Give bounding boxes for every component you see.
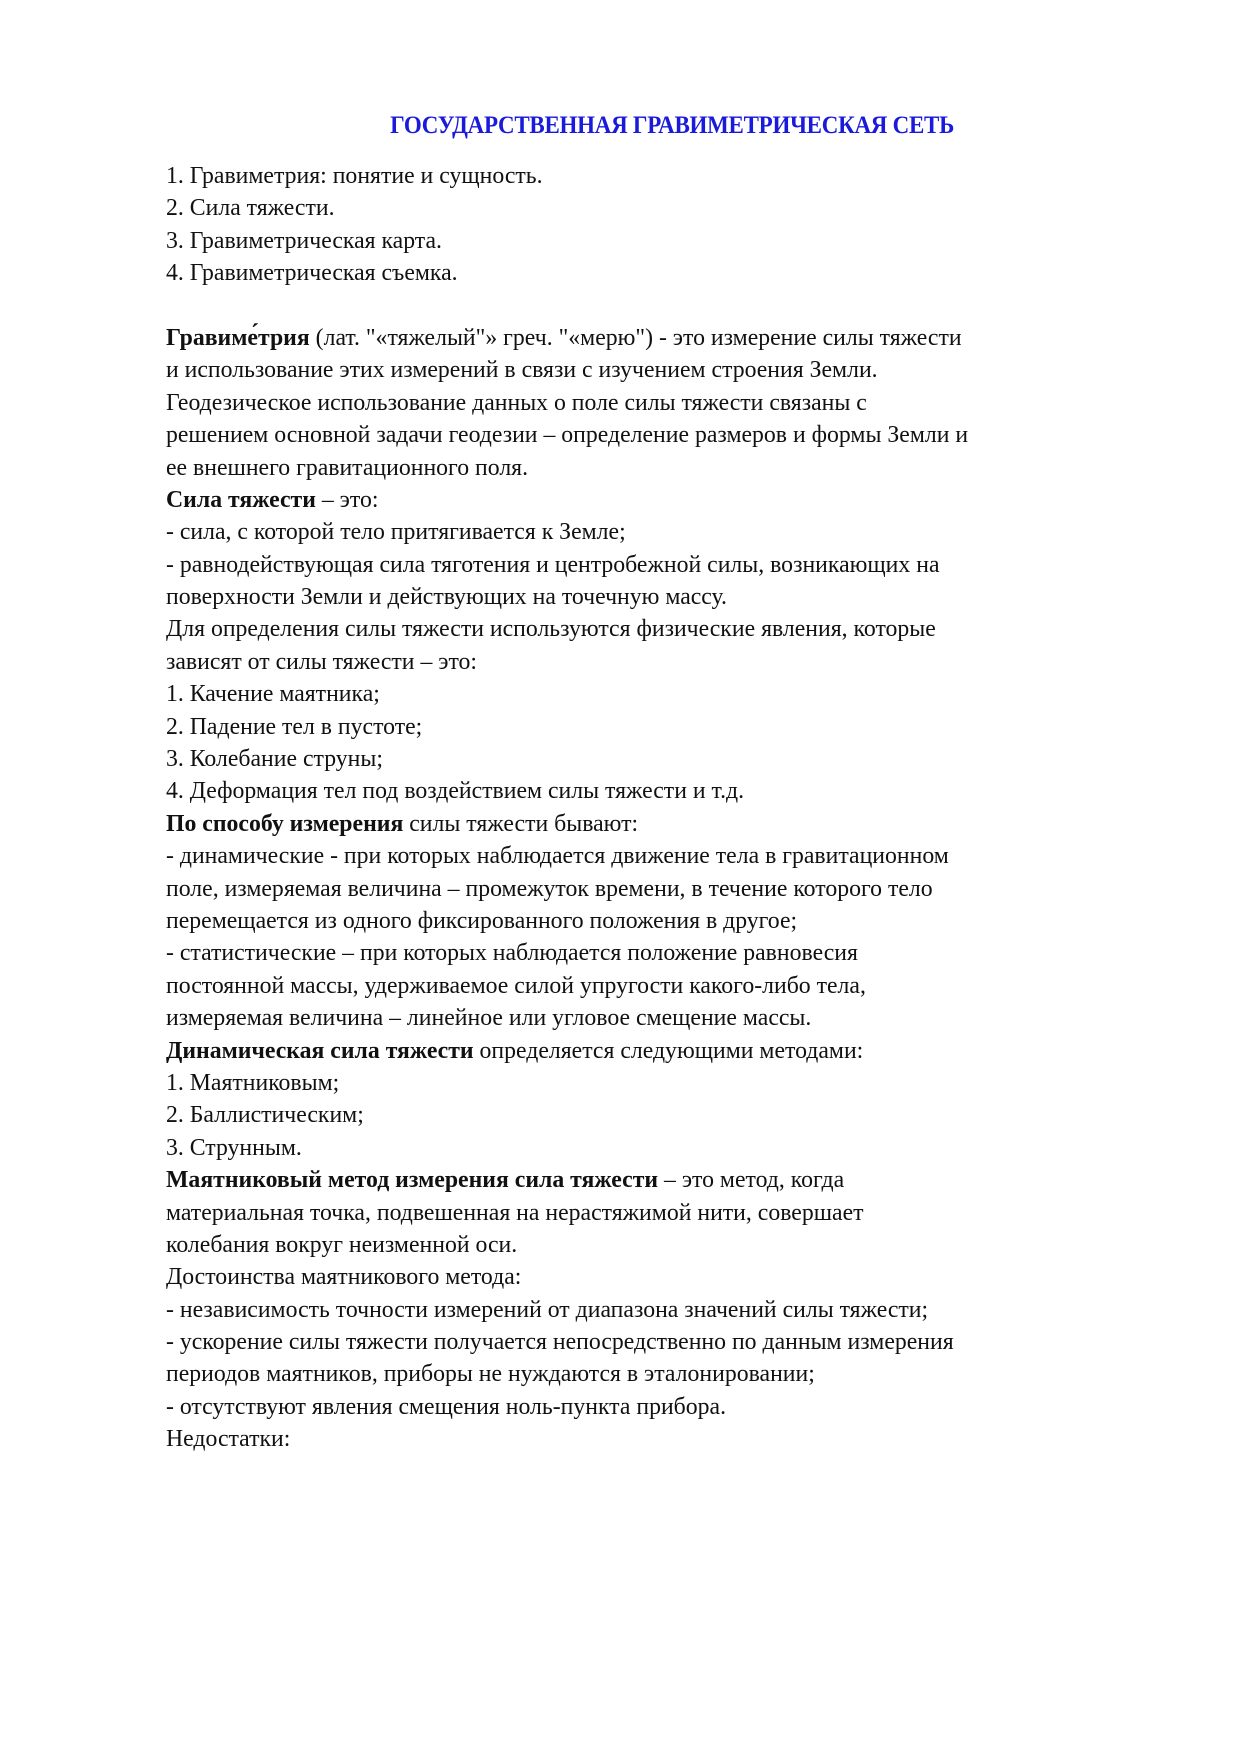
bold-term: Динамическая сила тяжести	[166, 1036, 474, 1064]
text-line	[166, 678, 1136, 710]
text-line	[166, 581, 1136, 613]
paragraph-gap	[166, 290, 1166, 322]
line-text: Для определения силы тяжести используются физические явления, которые	[166, 615, 936, 643]
line-text: - сила, с которой тело притягивается к Земле;	[166, 518, 626, 546]
line-text: Достоинства маятникового метода:	[166, 1263, 522, 1291]
line-text: определяется следующими методами:	[473, 1036, 864, 1064]
line-text: 1. Качение маятника;	[166, 680, 380, 708]
line-text: - динамические - при которых наблюдается движение тела в гравитационном	[166, 842, 949, 870]
line-text: – это метод, когда	[658, 1166, 845, 1194]
text-line	[166, 905, 1136, 937]
line-text: измеряемая величина – линейное или угловое смещение массы.	[166, 1004, 812, 1032]
line-text: 4. Деформация тел под воздействием силы тяжести и т.д.	[166, 777, 745, 805]
outline-item: 2. Сила тяжести.	[166, 194, 335, 222]
text-line	[166, 646, 1136, 678]
text-line	[166, 873, 1136, 905]
text-line	[166, 1099, 1136, 1131]
line-text: материальная точка, подвешенная на нерастяжимой нити, совершает	[166, 1198, 864, 1226]
document-title: ГОСУДАРСТВЕННАЯ ГРАВИМЕТРИЧЕСКАЯ СЕТЬ	[390, 112, 955, 139]
text-line	[166, 1197, 1136, 1229]
content	[166, 322, 1166, 1456]
line-text: силы тяжести бывают:	[403, 809, 639, 837]
line-text: зависят от силы тяжести – это:	[166, 647, 478, 675]
text-line	[166, 1294, 1136, 1326]
line-text: постоянной массы, удерживаемое силой упругости какого-либо тела,	[166, 971, 866, 999]
line-text: 1. Маятниковым;	[166, 1068, 340, 1096]
text-line	[166, 1261, 1136, 1293]
text-line	[166, 419, 1136, 451]
text-line	[166, 840, 1136, 872]
outline-list	[166, 160, 1166, 290]
text-line	[166, 775, 1136, 807]
text-line	[166, 970, 1136, 1002]
text-line	[166, 1229, 1136, 1261]
text-line	[166, 1132, 1136, 1164]
text-line	[166, 452, 1136, 484]
text-line	[166, 1423, 1136, 1455]
bold-term: Маятниковый метод измерения сила тяжести	[166, 1166, 659, 1194]
line-text: поверхности Земли и действующих на точечную массу.	[166, 583, 727, 611]
line-text: 3. Струнным.	[166, 1133, 302, 1161]
line-text: периодов маятников, приборы не нуждаются в эталонировании;	[166, 1360, 815, 1388]
line-text: - статистические – при которых наблюдается положение равновесия	[166, 939, 858, 967]
line-text: решением основной задачи геодезии – определение размеров и формы Земли и	[166, 421, 969, 449]
line-text: 2. Баллистическим;	[166, 1101, 364, 1129]
line-text: ее внешнего гравитационного поля.	[166, 453, 529, 481]
text-line	[166, 322, 1136, 354]
line-text: 3. Колебание струны;	[166, 745, 383, 773]
text-line	[166, 1391, 1136, 1423]
line-text: - ускорение силы тяжести получается непосредственно по данным измерения	[166, 1328, 954, 1356]
line-text: Недостатки:	[166, 1425, 291, 1453]
line-text: Геодезическое использование данных о поле силы тяжести связаны с	[166, 388, 867, 416]
text-line	[166, 808, 1136, 840]
line-text: - отсутствуют явления смещения ноль-пункта прибора.	[166, 1392, 727, 1420]
line-text: и использование этих измерений в связи с изучением строения Земли.	[166, 356, 878, 384]
document-body	[166, 160, 1166, 1456]
line-text: – это:	[315, 485, 379, 513]
line-text: перемещается из одного фиксированного положения в другое;	[166, 906, 798, 934]
text-line	[166, 1035, 1136, 1067]
text-line	[166, 516, 1136, 548]
line-text: поле, измеряемая величина – промежуток времени, в течение которого тело	[166, 874, 933, 902]
text-line	[166, 484, 1136, 516]
outline-item: 1. Гравиметрия: понятие и сущность.	[166, 162, 543, 189]
bold-term: Сила тяжести	[166, 485, 316, 513]
text-line	[166, 549, 1136, 581]
line-text: 2. Падение тел в пустоте;	[166, 712, 423, 740]
line-text: колебания вокруг неизменной оси.	[166, 1230, 518, 1258]
text-line	[166, 937, 1136, 969]
outline-item: 3. Гравиметрическая карта.	[166, 226, 442, 254]
text-line	[166, 1002, 1136, 1034]
bold-term: Гравиме́трия	[166, 323, 310, 351]
text-line	[166, 613, 1136, 645]
outline-item: 4. Гравиметрическая съемка.	[166, 259, 458, 287]
text-line	[166, 1067, 1136, 1099]
line-text: (лат. "«тяжелый"» греч. "«мерю") - это измерение силы тяжести	[309, 323, 962, 351]
line-text: - независимость точности измерений от диапазона значений силы тяжести;	[166, 1295, 929, 1323]
line-text: - равнодействующая сила тяготения и центробежной силы, возникающих на	[166, 550, 940, 578]
text-line	[166, 743, 1136, 775]
text-line	[166, 1358, 1136, 1390]
text-line	[166, 1326, 1136, 1358]
text-line	[166, 1164, 1136, 1196]
text-line	[166, 354, 1136, 386]
text-line	[166, 387, 1136, 419]
text-line	[166, 711, 1136, 743]
bold-term: По способу измерения	[166, 809, 404, 837]
